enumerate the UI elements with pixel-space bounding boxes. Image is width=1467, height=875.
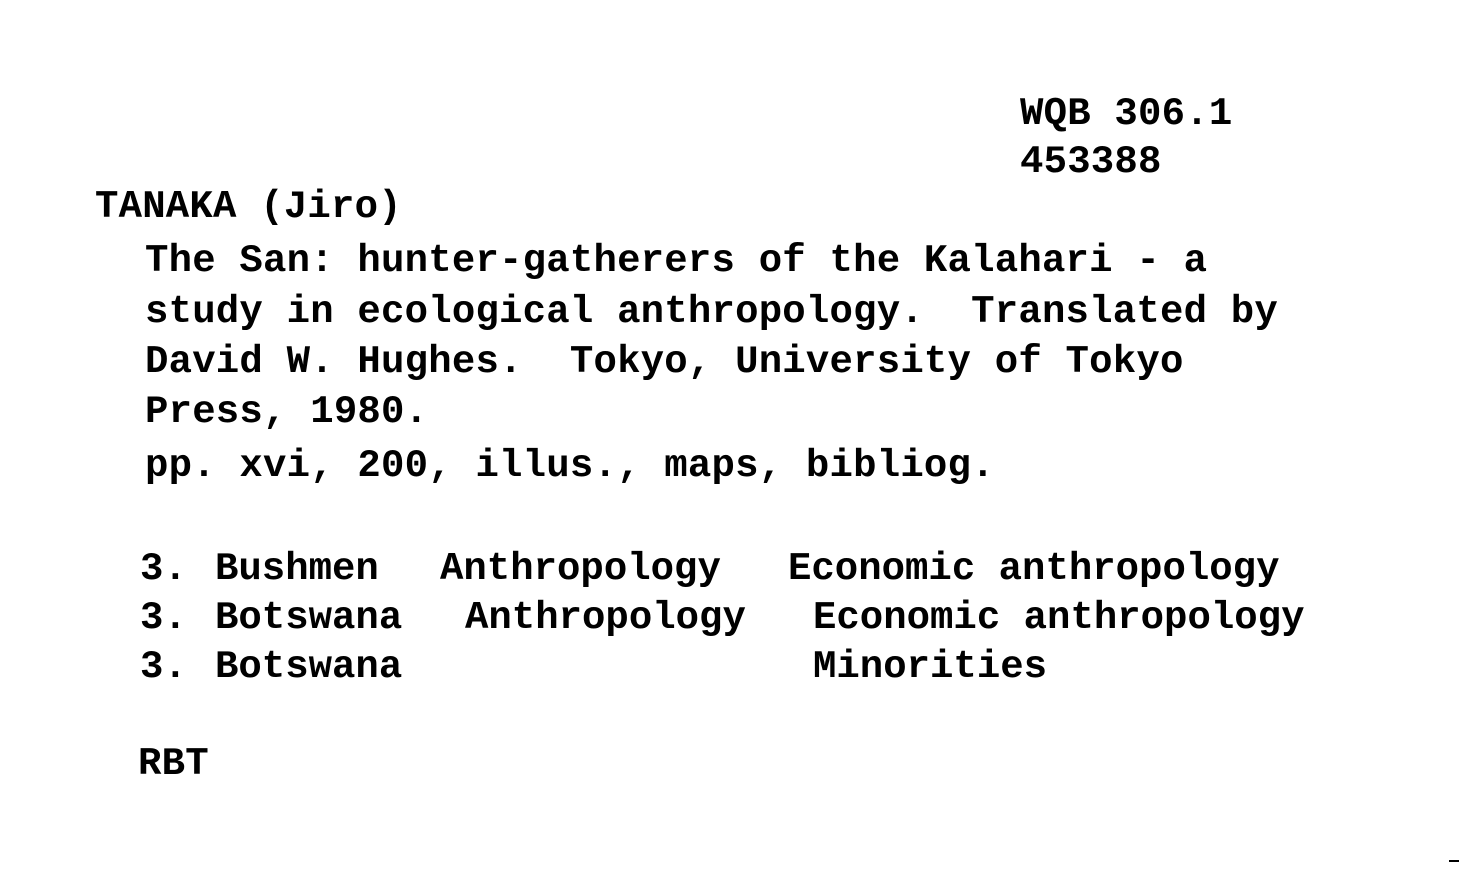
subject-term: Economic anthropology	[788, 547, 1280, 591]
subject-term: Anthropology	[440, 547, 721, 591]
cataloguer-initials: RBT	[138, 742, 209, 786]
subject-number: 3.	[140, 645, 188, 689]
subject-number: 3.	[140, 596, 188, 640]
title-line-1: The San: hunter-gatherers of the Kalahari - a	[145, 239, 1208, 283]
subject-number: 3.	[140, 547, 188, 591]
title-line-3: David W. Hughes. Tokyo, University of Tokyo	[145, 340, 1184, 384]
subject-term: Botswana	[215, 645, 403, 689]
accession-number: 453388	[1020, 140, 1162, 184]
subject-term: Bushmen	[215, 547, 379, 591]
subject-term: Anthropology	[465, 596, 746, 640]
title-line-4: Press, 1980.	[145, 390, 429, 434]
subject-term: Economic anthropology	[813, 596, 1305, 640]
author-heading: TANAKA (Jiro)	[95, 185, 402, 229]
subject-term: Botswana	[215, 596, 403, 640]
classification-number: WQB 306.1	[1020, 92, 1233, 136]
subject-term: Minorities	[813, 645, 1048, 689]
scan-mark	[1449, 860, 1459, 862]
title-line-2: study in ecological anthropology. Translated by	[145, 290, 1278, 334]
collation-line: pp. xvi, 200, illus., maps, bibliog.	[145, 444, 995, 488]
